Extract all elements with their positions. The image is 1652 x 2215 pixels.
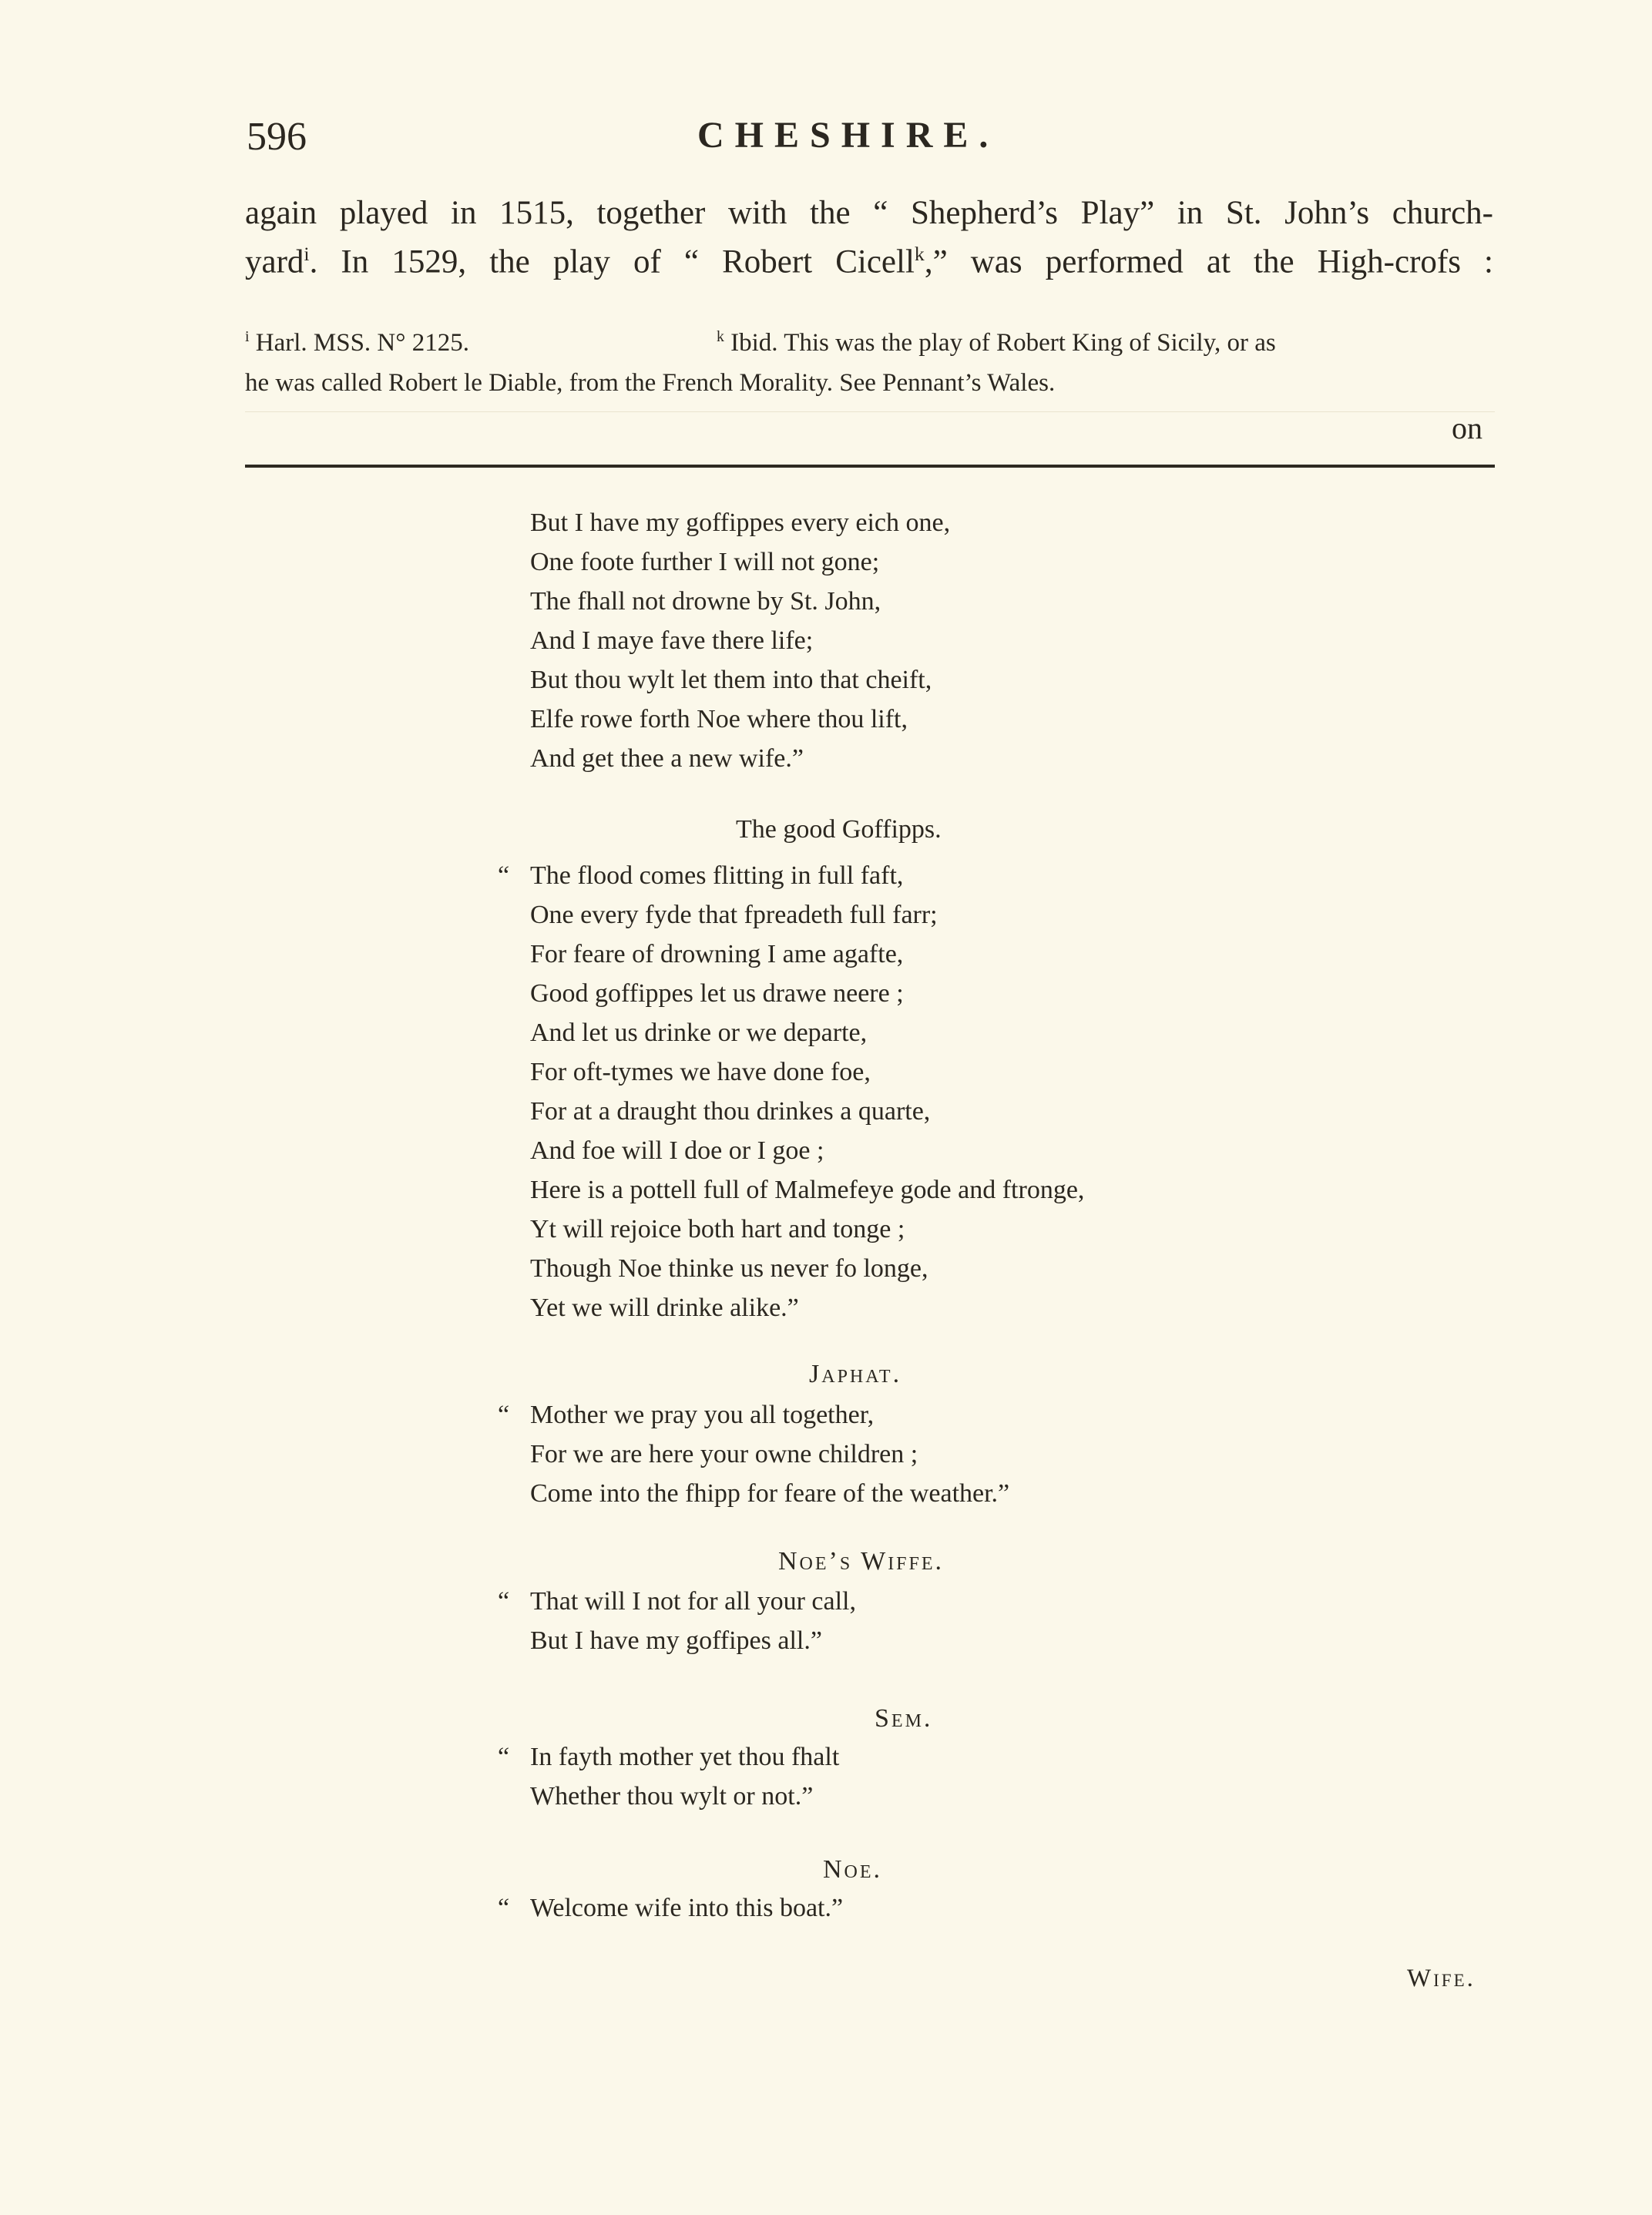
- body-line-2: [245, 243, 1493, 280]
- trailing-catchword: Wife.: [1407, 1965, 1476, 1992]
- verse-line: The flood comes flitting in full faft,: [530, 861, 904, 890]
- footnote-k-mark: k: [717, 328, 724, 345]
- footnote-ref-i: i: [304, 243, 310, 265]
- footnote-i-text: Harl. MSS. N° 2125.: [255, 329, 469, 357]
- verse-line: That will I not for all your call,: [530, 1587, 856, 1616]
- open-quote: “: [498, 1587, 510, 1616]
- verse-line: Welcome wife into this boat.”: [530, 1894, 844, 1922]
- verse-line: But I have my goffipes all.”: [530, 1626, 822, 1655]
- speaker-sem: Sem.: [875, 1704, 933, 1733]
- verse-line: Though Noe thinke us never fo longe,: [530, 1254, 928, 1283]
- faint-rule: [245, 411, 1495, 412]
- body-line-2-part-c: ,” was performed at the High-crofs :: [924, 243, 1493, 280]
- verse-line: Elfe rowe forth Noe where thou lift,: [530, 705, 908, 733]
- verse-line: Good goffippes let us drawe neere ;: [530, 979, 904, 1008]
- footnote-line-1: [245, 328, 1276, 357]
- footnote-i-mark: i: [245, 328, 250, 345]
- body-line-1: again played in 1515, together with the “ Shepherd’s Play” in St. John’s church-: [245, 195, 1493, 231]
- verse-line: For at a draught thou drinkes a quarte,: [530, 1097, 931, 1126]
- footnote-k: [717, 328, 1276, 357]
- verse-line: And foe will I doe or I goe ;: [530, 1136, 824, 1165]
- verse-line: One foote further I will not gone;: [530, 548, 880, 576]
- verse-line: Whether thou wylt or not.”: [530, 1782, 814, 1811]
- verse-line: For oft-tymes we have done foe,: [530, 1058, 871, 1086]
- running-title: CHESHIRE.: [697, 115, 999, 156]
- section-rule: [245, 465, 1495, 468]
- verse-line: One every fyde that fpreadeth full farr;: [530, 901, 938, 929]
- verse-line: Yt will rejoice both hart and tonge ;: [530, 1215, 905, 1243]
- open-quote: “: [498, 1401, 510, 1429]
- verse-line: And let us drinke or we departe,: [530, 1019, 868, 1047]
- speaker-noe: Noe.: [823, 1855, 883, 1884]
- verse-line: For feare of drowning I ame agafte,: [530, 940, 904, 968]
- verse-line: And get thee a new wife.”: [530, 744, 804, 773]
- open-quote: “: [498, 1894, 510, 1922]
- page-number: 596: [247, 115, 307, 159]
- verse-line: But I have my goffippes every eich one,: [530, 508, 951, 537]
- body-line-2-part-b: . In 1529, the play of “ Robert Cicell: [309, 243, 915, 280]
- verse-line: The fhall not drowne by St. John,: [530, 587, 881, 616]
- speaker-good-gossipps: The good Goffipps.: [736, 815, 942, 844]
- verse-line: And I maye fave there life;: [530, 626, 814, 655]
- open-quote: “: [498, 861, 510, 890]
- verse-line: In fayth mother yet thou fhalt: [530, 1743, 840, 1771]
- body-line-2-part-a: yard: [245, 243, 304, 280]
- verse-line: Yet we will drinke alike.”: [530, 1294, 799, 1322]
- footnote-line-2: he was called Robert le Diable, from the French Morality. See Pennant’s Wales.: [245, 369, 1056, 397]
- verse-line: But thou wylt let them into that cheift,: [530, 666, 932, 694]
- catchword: on: [1452, 411, 1482, 445]
- verse-line: Come into the fhipp for feare of the weather.”: [530, 1479, 1010, 1508]
- verse-line: Mother we pray you all together,: [530, 1401, 875, 1429]
- footnote-ref-k: k: [914, 243, 925, 265]
- footnote-k-text: Ibid. This was the play of Robert King of Sicily, or as: [730, 329, 1276, 357]
- speaker-japhat: Japhat.: [809, 1360, 902, 1388]
- verse-line: Here is a pottell full of Malmefeye gode and ftronge,: [530, 1176, 1085, 1204]
- open-quote: “: [498, 1743, 510, 1771]
- speaker-noes-wiffe: Noe’s Wiffe.: [778, 1547, 945, 1576]
- verse-line: For we are here your owne children ;: [530, 1440, 918, 1468]
